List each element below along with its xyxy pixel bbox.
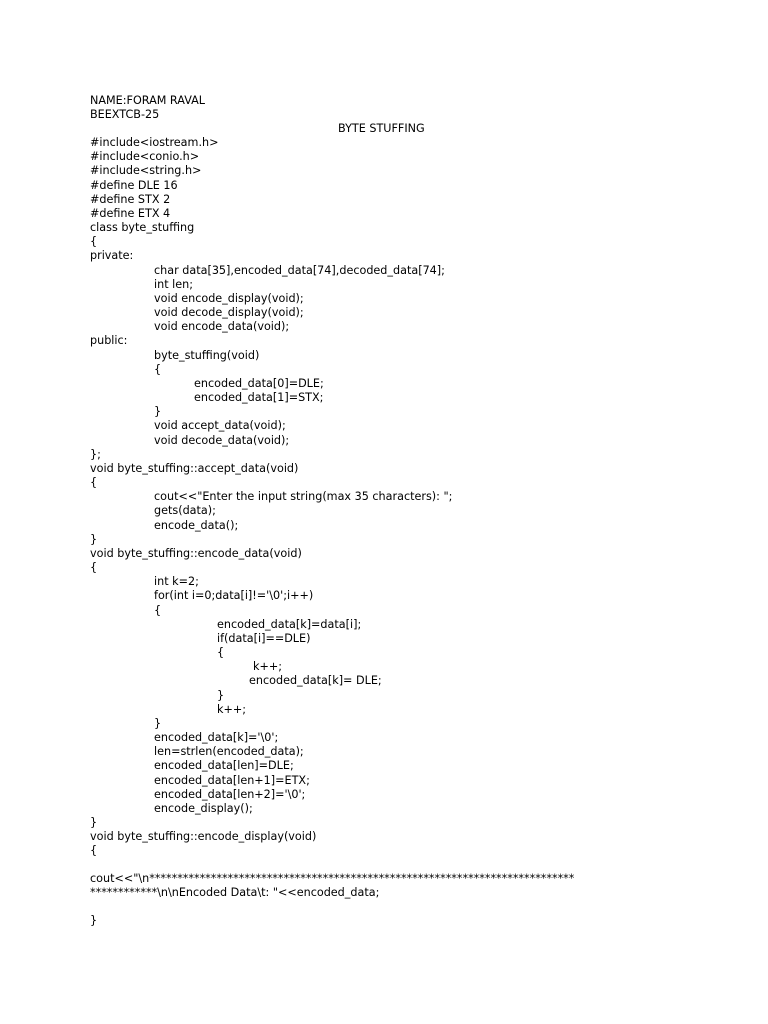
code-line: encoded_data[len+2]='\0'; xyxy=(154,788,306,801)
code-line: encode_data(); xyxy=(154,519,239,532)
code-line: void decode_data(void); xyxy=(154,434,290,447)
code-line: char data[35],encoded_data[74],decoded_data[74]; xyxy=(154,264,445,277)
code-line: private: xyxy=(90,249,134,262)
code-line: void accept_data(void); xyxy=(154,419,286,432)
code-line: }; xyxy=(90,448,101,461)
code-line: encoded_data[len]=DLE; xyxy=(154,759,294,772)
code-line: encoded_data[k]='\0'; xyxy=(154,731,279,744)
code-line: #define STX 2 xyxy=(90,193,171,206)
code-line: k++; xyxy=(217,703,246,716)
code-line: void byte_stuffing::encode_data(void) xyxy=(90,547,302,560)
code-line: { xyxy=(217,646,225,659)
code-line: encoded_data[len+1]=ETX; xyxy=(154,774,310,787)
code-line: k++; xyxy=(253,660,282,673)
code-line: } xyxy=(90,816,98,829)
code-line: { xyxy=(90,844,98,857)
code-line: class byte_stuffing xyxy=(90,221,195,234)
code-line: #define ETX 4 xyxy=(90,207,171,220)
code-line: { xyxy=(154,604,162,617)
code-line: if(data[i]==DLE) xyxy=(217,632,311,645)
code-line: gets(data); xyxy=(154,504,216,517)
code-line: encoded_data[k]= DLE; xyxy=(249,674,382,687)
code-line: #include<iostream.h> xyxy=(90,136,219,149)
code-line: } xyxy=(154,717,162,730)
code-line: #include<string.h> xyxy=(90,164,202,177)
code-line: void encode_data(void); xyxy=(154,320,290,333)
code-line: encode_display(); xyxy=(154,802,253,815)
code-line: for(int i=0;data[i]!='\0';i++) xyxy=(154,589,314,602)
code-line: void decode_display(void); xyxy=(154,306,304,319)
code-line: } xyxy=(217,689,225,702)
code-line: #define DLE 16 xyxy=(90,179,178,192)
code-line: encoded_data[0]=DLE; xyxy=(194,377,324,390)
code-line: len=strlen(encoded_data); xyxy=(154,745,304,758)
code-line: encoded_data[1]=STX; xyxy=(194,391,324,404)
code-line: { xyxy=(154,363,162,376)
code-line: } xyxy=(154,405,162,418)
author-name: NAME:FORAM RAVAL xyxy=(90,94,206,107)
code-line: void byte_stuffing::encode_display(void) xyxy=(90,830,317,843)
code-line: cout<<"\n**************************************************************************** xyxy=(90,872,575,885)
code-line: int k=2; xyxy=(154,575,199,588)
code-line: } xyxy=(90,914,98,927)
document-title: BYTE STUFFING xyxy=(338,122,425,135)
code-line: int len; xyxy=(154,278,193,291)
code-line: void byte_stuffing::accept_data(void) xyxy=(90,462,299,475)
code-line: { xyxy=(90,476,98,489)
code-line: byte_stuffing(void) xyxy=(154,349,260,362)
code-line: { xyxy=(90,235,98,248)
code-line: public: xyxy=(90,334,128,347)
code-line: #include<conio.h> xyxy=(90,150,200,163)
code-line: } xyxy=(90,533,98,546)
code-line: { xyxy=(90,561,98,574)
roll-number: BEEXTCB-25 xyxy=(90,108,160,121)
code-line: void encode_display(void); xyxy=(154,292,304,305)
code-line: cout<<"Enter the input string(max 35 characters): "; xyxy=(154,490,453,503)
code-line: encoded_data[k]=data[i]; xyxy=(217,618,362,631)
code-line: ************\n\nEncoded Data\t: "<<encoded_data; xyxy=(90,886,380,899)
